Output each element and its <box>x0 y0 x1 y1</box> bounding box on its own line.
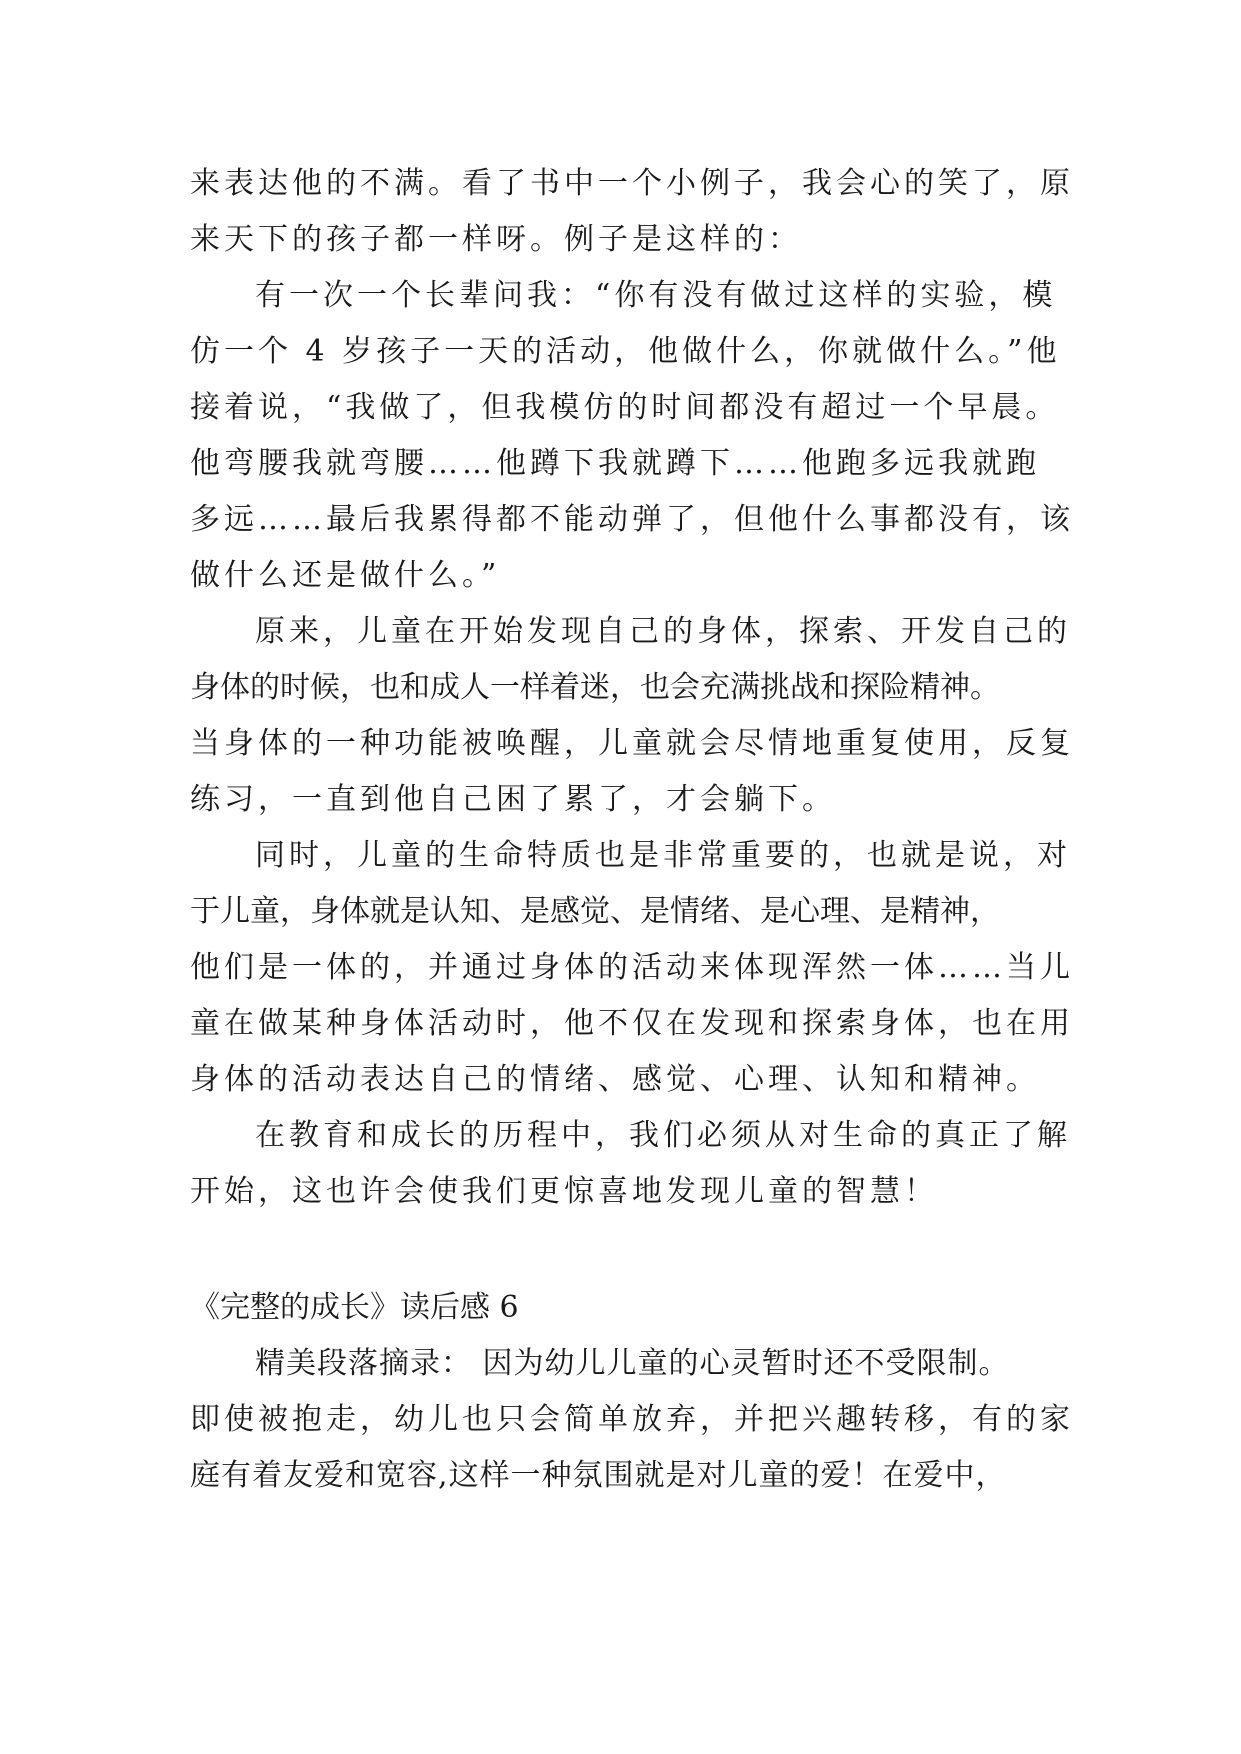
text-line: 他弯腰我就弯腰……他蹲下我就蹲下……他跑多远我就跑 <box>190 446 1040 481</box>
text-line: 做什么还是做什么。” <box>190 558 501 593</box>
text-line: 即使被抱走，幼儿也只会简单放弃，并把兴趣转移，有的家 <box>190 1402 1074 1437</box>
text-line: 练习，一直到他自己困了累了，才会躺下。 <box>190 782 836 817</box>
text-line: 身体的活动表达自己的情绪、感觉、心理、认知和精神。 <box>190 1062 1040 1097</box>
text-line: 仿一个 4 岁孩子一天的活动，他做什么，你就做什么。”他 <box>190 334 1061 369</box>
paragraph <box>190 156 1074 268</box>
paragraph <box>190 828 1074 1108</box>
text-line: 来表达他的不满。看了书中一个小例子，我会心的笑了，原 <box>190 166 1074 201</box>
text-line: 多远……最后我累得都不能动弹了，但他什么事都没有，该 <box>190 502 1074 537</box>
text-line: 于儿童，身体就是认知、是感觉、是情绪、是心理、是精神， <box>190 894 1000 929</box>
text-line: 开始，这也许会使我们更惊喜地发现儿童的智慧！ <box>190 1174 938 1209</box>
text-line: 童在做某种身体活动时，他不仅在发现和探索身体，也在用 <box>190 1006 1074 1041</box>
text-line: 同时，儿童的生命特质也是非常重要的，也就是说，对 <box>255 838 1071 873</box>
text-line: 精美段落摘录： 因为幼儿儿童的心灵暂时还不受限制。 <box>255 1346 1010 1381</box>
text-line: 在教育和成长的历程中，我们必须从对生命的真正了解 <box>255 1118 1071 1153</box>
text-line: 原来，儿童在开始发现自己的身体，探索、开发自己的 <box>255 614 1071 649</box>
text-line: 身体的时候，也和成人一样着迷，也会充满挑战和探险精神。 <box>190 670 1000 705</box>
paragraph <box>190 1336 1074 1504</box>
text-line: 接着说，“我做了，但我模仿的时间都没有超过一个早晨。 <box>190 390 1060 425</box>
text-line: 当身体的一种功能被唤醒，儿童就会尽情地重复使用，反复 <box>190 726 1074 761</box>
paragraph <box>190 268 1074 604</box>
text-line: 庭有着友爱和宽容,这样一种氛围就是对儿童的爱！在爱中， <box>190 1458 1007 1493</box>
section-spacer <box>190 1220 1065 1280</box>
text-line: 有一次一个长辈问我：“你有没有做过这样的实验，模 <box>255 278 1057 313</box>
document-body <box>190 156 1074 1504</box>
section-heading: 《完整的成长》读后感 6 <box>190 1290 519 1325</box>
text-line: 他们是一体的，并通过身体的活动来体现浑然一体……当儿 <box>190 950 1074 985</box>
text-line: 来天下的孩子都一样呀。例子是这样的： <box>190 222 802 257</box>
paragraph <box>190 1108 1071 1220</box>
paragraph <box>190 604 1074 828</box>
